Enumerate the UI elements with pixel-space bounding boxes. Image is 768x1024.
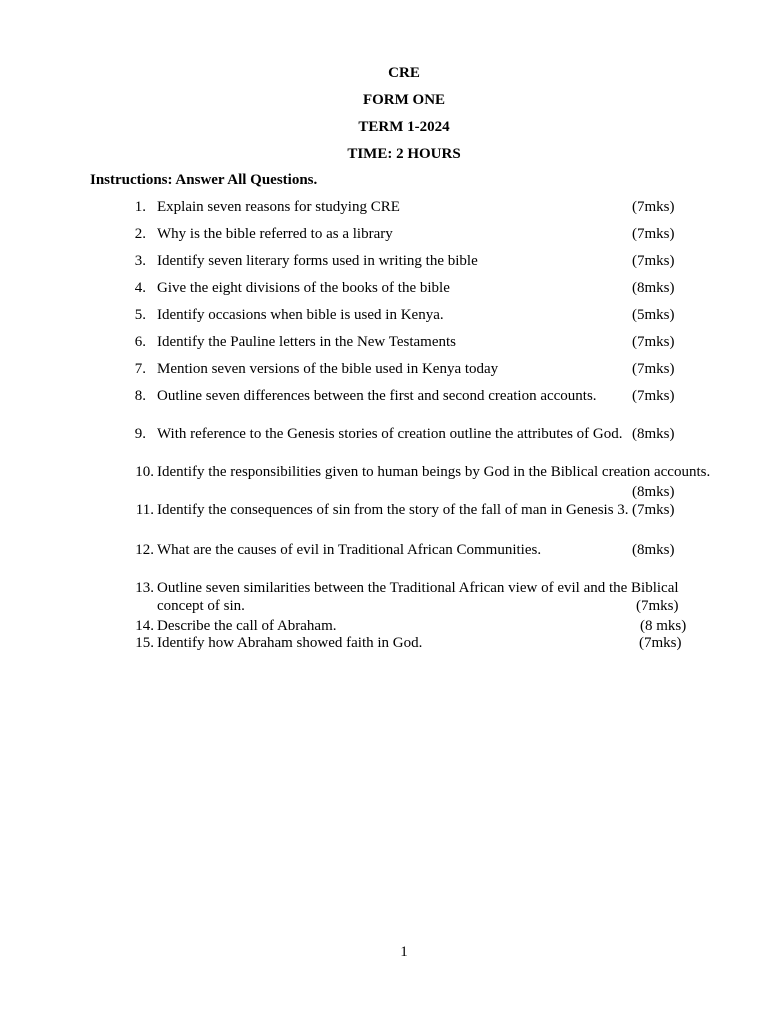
question-marks: (7mks) [632,226,675,242]
question-number: 6. [134,334,146,350]
question-number: 11. [135,502,154,518]
question-text: Outline seven similarities between the Traditional African view of evil and the Biblical [157,580,679,596]
question-text: Why is the bible referred to as a library [157,226,393,242]
question-text: Give the eight divisions of the books of the bible [157,280,450,296]
question-marks: (7mks) [632,334,675,350]
question-number: 9. [134,426,146,442]
question-marks: (5mks) [632,307,675,323]
question-marks: (7mks) [632,361,675,377]
question-marks: (8mks) [632,280,675,296]
question-number: 4. [134,280,146,296]
question-text: Identify seven literary forms used in writing the bible [157,253,478,269]
question-number: 15. [135,635,154,651]
question-number: 1. [134,199,146,215]
form-title: FORM ONE [362,92,446,108]
question-marks: (7mks) [636,598,679,614]
question-number: 5. [134,307,146,323]
question-text: Identify occasions when bible is used in Kenya. [157,307,444,323]
question-marks: (8mks) [632,484,675,500]
question-number: 8. [134,388,146,404]
question-text: Describe the call of Abraham. [157,618,337,634]
question-text: Identify the responsibilities given to human beings by God in the Biblical creation accounts. [157,464,711,480]
question-marks: (7mks) [632,253,675,269]
question-number: 10. [135,464,154,480]
question-marks: (8mks) [632,542,675,558]
question-text: Outline seven differences between the first and second creation accounts. [157,388,597,404]
question-number: 2. [134,226,146,242]
question-text: Identify the Pauline letters in the New Testaments [157,334,457,350]
question-text: With reference to the Genesis stories of creation outline the attributes of God. [157,426,623,442]
question-text: Explain seven reasons for studying CRE [157,199,400,215]
time-title: TIME: 2 HOURS [347,146,461,162]
page-number: 1 [400,944,408,960]
question-marks: (8mks) [632,426,675,442]
question-number: 13. [135,580,154,596]
question-marks: (7mks) [632,502,675,518]
question-marks: (7mks) [632,199,675,215]
question-text-continued: concept of sin. [157,598,245,614]
question-marks: (7mks) [639,635,682,651]
subject-title: CRE [388,65,420,81]
question-number: 3. [134,253,146,269]
question-text: Identify the consequences of sin from the story of the fall of man in Genesis 3. [157,502,629,518]
question-text: What are the causes of evil in Traditional African Communities. [157,542,542,558]
question-text: Mention seven versions of the bible used in Kenya today [157,361,499,377]
question-marks: (8 mks) [640,618,687,634]
instructions: Instructions: Answer All Questions. [90,172,318,188]
question-marks: (7mks) [632,388,675,404]
question-number: 14. [135,618,154,634]
question-number: 7. [134,361,146,377]
question-text: Identify how Abraham showed faith in God. [157,635,423,651]
term-title: TERM 1-2024 [358,119,450,135]
question-number: 12. [135,542,154,558]
